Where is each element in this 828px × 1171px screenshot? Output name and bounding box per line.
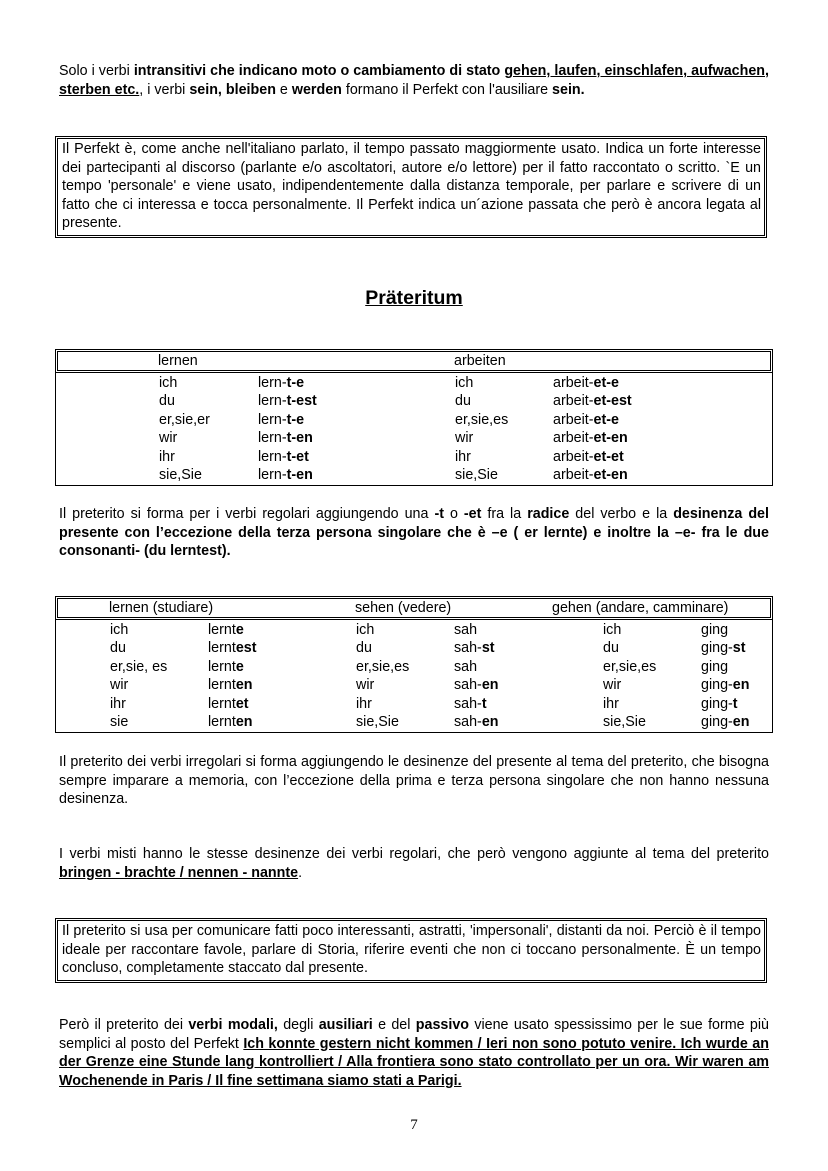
table-row (56, 621, 772, 639)
pronoun-cell: wir (356, 677, 375, 694)
verb-stem: ging (701, 622, 729, 638)
verb-ending: en (732, 713, 750, 730)
verb-ending: en (235, 677, 253, 694)
verb-stem: arbeit- (553, 375, 594, 391)
verb-ending: e (235, 658, 244, 675)
preterito-usage-box: Il preterito si usa per comunicare fatti poco interessanti, astratti, 'impersonali', distanti da noi. Perciò è il tempo ideale per raccontare favole, parlare di Storia, riferire eventi che non ci toccano personalmente. È un tempo concluso, completamente staccato dal presente. (55, 918, 767, 983)
form-cell (208, 639, 256, 657)
irregular-verbs-table (55, 596, 773, 733)
form-cell (701, 676, 749, 694)
pronoun-cell: ihr (110, 695, 126, 712)
form-cell (701, 713, 749, 731)
form-cell (701, 695, 738, 713)
form-cell (208, 695, 249, 713)
verb-stem: ging- (701, 677, 733, 694)
verb-ending: t-et (286, 448, 309, 465)
verb-stem: arbeit- (553, 466, 594, 483)
table-row (56, 639, 772, 657)
regular-explanation: Il preterito si forma per i verbi regolari aggiungendo una -t o -et fra la radice del verbo e la desinenza del presente con l’eccezione della terza persona singolare che è –e ( er lernte) e inoltre la –e- fra le due consonanti- (du lerntest). (59, 506, 769, 560)
verb-stem: sah (454, 622, 478, 638)
form-cell (553, 411, 619, 429)
verb-ending: et-e (593, 411, 619, 428)
form-cell (258, 392, 317, 410)
verb-ending: et-en (593, 430, 628, 447)
verb-ending: en (732, 677, 750, 694)
verb-stem: lernt (208, 677, 236, 694)
verb-ending: en (235, 713, 253, 730)
form-cell (258, 448, 309, 466)
verb-ending: en (481, 677, 499, 694)
verb-stem: lernt (208, 622, 236, 638)
pronoun-cell: sie,Sie (603, 713, 646, 730)
irregular-explanation: Il preterito dei verbi irregolari si forma aggiungendo le desinenze del presente al tema del preterito, che bisogna sempre imparare a memoria, con l’eccezione della prima e terza persona singolare che non hanno nessuna desinenza. (59, 754, 769, 808)
pronoun-cell: ihr (603, 695, 619, 712)
verb-stem: arbeit- (553, 393, 594, 410)
pronoun-cell: du (159, 393, 175, 410)
table-header (55, 349, 773, 373)
mixed-verbs-paragraph: I verbi misti hanno le stesse desinenze dei verbi regolari, che però vengono aggiunte al tema del preterito bringen - brachte / nennen - nannte. (59, 846, 769, 881)
verb-stem: sah (454, 658, 478, 675)
form-cell (454, 713, 499, 731)
verb-stem: lernt (208, 640, 236, 657)
verb-stem: lern- (258, 393, 287, 410)
form-cell (553, 429, 628, 447)
verb-ending: et-e (593, 375, 619, 391)
form-cell (208, 621, 244, 639)
verb-stem: lern- (258, 448, 287, 465)
form-cell (258, 429, 313, 447)
form-cell (454, 621, 477, 639)
table-row (56, 374, 772, 392)
verb-ending: e (235, 622, 244, 638)
form-cell (258, 374, 304, 392)
form-cell (454, 676, 499, 694)
pronoun-cell: ich (110, 622, 129, 638)
pronoun-cell: er,sie,er (159, 411, 210, 428)
header-gehen: gehen (andare, camminare) (552, 600, 729, 616)
verb-stem: lern- (258, 411, 287, 428)
table-row (56, 676, 772, 694)
table-row (56, 411, 772, 429)
form-cell (208, 658, 244, 676)
verb-ending: et-en (593, 466, 628, 483)
pronoun-cell: er,sie,es (603, 658, 657, 675)
verb-stem: arbeit- (553, 448, 594, 465)
pronoun-cell: ihr (455, 448, 471, 465)
header-arbeiten: arbeiten (454, 353, 506, 369)
verb-ending: et-et (593, 448, 624, 465)
verb-stem: sah- (454, 640, 482, 657)
verb-stem: lern- (258, 430, 287, 447)
regular-verbs-table (55, 349, 773, 486)
verb-stem: ging- (701, 695, 733, 712)
pronoun-cell: wir (603, 677, 622, 694)
form-cell (553, 392, 632, 410)
verb-stem: lern- (258, 375, 287, 391)
form-cell (553, 448, 624, 466)
pronoun-cell: ich (603, 622, 622, 638)
verb-stem: sah- (454, 677, 482, 694)
pronoun-cell: ich (356, 622, 375, 638)
intro-paragraph: Solo i verbi intransitivi che indicano moto o cambiamento di stato gehen, laufen, einschlafen, aufwachen, sterben etc., i verbi sein, bleiben e werden formano il Perfekt con l'ausiliare sein. (59, 63, 769, 98)
pronoun-cell: ich (455, 375, 474, 391)
perfekt-definition-box: Il Perfekt è, come anche nell'italiano parlato, il tempo passato maggiormente usato. Indica un forte interesse dei partecipanti al discorso (parlante e/o ascoltatori, autore e/o lettore) per il fatto raccontato o scritto. `E un tempo 'personale' e viene usato, indipendentemente dalla distanza temporale, per parlare e scrivere di un fatto che ci interessa e tocca personalmente. Il Perfekt indica un´azione passata che però è ancora legata al presente. (55, 136, 767, 238)
verb-ending: t-en (286, 466, 313, 483)
pronoun-cell: sie,Sie (356, 713, 399, 730)
form-cell (553, 466, 628, 484)
pronoun-cell: du (603, 640, 619, 657)
verb-stem: lernt (208, 713, 236, 730)
verb-stem: ging- (701, 640, 733, 657)
verb-stem: ging- (701, 713, 733, 730)
pronoun-cell: sie (110, 713, 129, 730)
pronoun-cell: ihr (159, 448, 175, 465)
verb-stem: lern- (258, 466, 287, 483)
table-row (56, 713, 772, 731)
header-lernen: lernen (158, 353, 198, 369)
verb-stem: arbeit- (553, 430, 594, 447)
pronoun-cell: er,sie,es (356, 658, 410, 675)
form-cell (454, 658, 477, 676)
header-sehen: sehen (vedere) (355, 600, 452, 616)
verb-ending: t-en (286, 430, 313, 447)
form-cell (454, 639, 495, 657)
pronoun-cell: wir (159, 430, 178, 447)
form-cell (701, 621, 728, 639)
table-body (55, 620, 773, 733)
verb-ending: st (481, 640, 495, 657)
pronoun-cell: du (110, 640, 126, 657)
form-cell (701, 639, 746, 657)
table-row (56, 466, 772, 484)
table-row (56, 448, 772, 466)
verb-ending: st (732, 640, 746, 657)
page-number: 7 (410, 1117, 418, 1133)
pronoun-cell: er,sie,es (455, 411, 509, 428)
verb-ending: t-e (286, 411, 305, 428)
verb-stem: ging (701, 658, 729, 675)
form-cell (258, 411, 304, 429)
pronoun-cell: wir (110, 677, 129, 694)
pronoun-cell: sie,Sie (159, 466, 202, 483)
verb-ending: est (235, 640, 257, 657)
form-cell (553, 374, 619, 392)
verb-ending: et-est (593, 393, 632, 410)
pronoun-cell: sie,Sie (455, 466, 498, 483)
table-row (56, 695, 772, 713)
header-lernen: lernen (studiare) (109, 600, 214, 616)
verb-ending: t-est (286, 393, 317, 410)
form-cell (208, 676, 253, 694)
verb-ending: t (481, 695, 487, 712)
page-title: Präteritum (365, 287, 463, 309)
pronoun-cell: du (455, 393, 471, 410)
form-cell (208, 713, 253, 731)
verb-ending: et (235, 695, 249, 712)
form-cell (454, 695, 487, 713)
table-row (56, 392, 772, 410)
verb-stem: lernt (208, 658, 236, 675)
table-header (55, 596, 773, 620)
verb-stem: sah- (454, 695, 482, 712)
form-cell (701, 658, 728, 676)
pronoun-cell: du (356, 640, 372, 657)
form-cell (258, 466, 313, 484)
pronoun-cell: er,sie, es (110, 658, 168, 675)
pronoun-cell: ich (159, 375, 178, 391)
modal-verbs-paragraph: Però il preterito dei verbi modali, degli ausiliari e del passivo viene usato spessissimo per le sue forme più semplici al posto del Perfekt Ich konnte gestern nicht kommen / Ieri non sono potuto venire. Ich wurde an der Grenze eine Stunde lang kontrolliert / Alla frontiera sono stato controllato per un ora. Wir waren am Wochenende in Paris / Il fine settimana siamo stati a Parigi. (59, 1017, 770, 1089)
pronoun-cell: ihr (356, 695, 372, 712)
table-body (55, 373, 773, 486)
verb-stem: arbeit- (553, 411, 594, 428)
verb-ending: t-e (286, 375, 305, 391)
table-row (56, 658, 772, 676)
pronoun-cell: wir (455, 430, 474, 447)
verb-stem: lernt (208, 695, 236, 712)
verb-ending: t (732, 695, 738, 712)
verb-stem: sah- (454, 713, 482, 730)
table-row (56, 429, 772, 447)
verb-ending: en (481, 713, 499, 730)
